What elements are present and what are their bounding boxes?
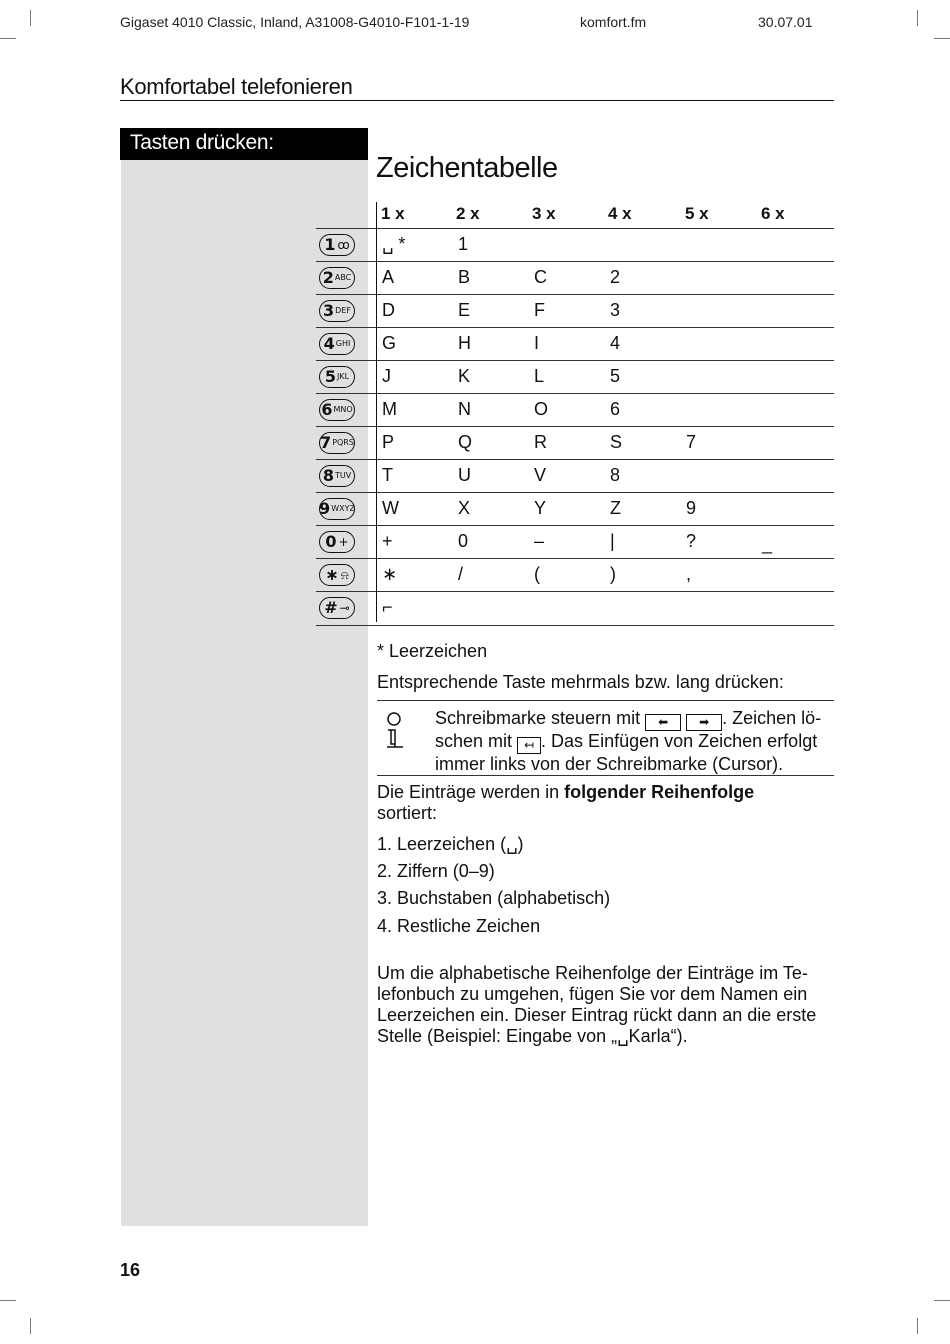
delete-key-icon: ↤	[517, 737, 541, 754]
table-row	[316, 591, 834, 626]
table-cell: 6	[610, 399, 621, 419]
crop-mark	[934, 1300, 950, 1301]
table-cell: R	[534, 432, 547, 452]
table-cell: ⌐	[382, 597, 393, 617]
column-header: 4 x	[608, 204, 632, 223]
key-digit: 1	[324, 235, 336, 254]
header-left: Gigaset 4010 Classic, Inland, A31008-G4010-F101-1-19	[120, 14, 470, 30]
table-cell: Z	[610, 498, 621, 518]
table-row	[316, 426, 834, 460]
table-cell: P	[382, 432, 395, 452]
column-header: 6 x	[761, 204, 785, 223]
keypad-key-3-icon	[319, 300, 355, 322]
info-icon	[383, 711, 405, 749]
table-cell: S	[610, 432, 623, 452]
table-cell: ␣ *	[382, 234, 406, 254]
key-digit: 7	[320, 433, 332, 452]
keypad-key-5-icon	[319, 366, 355, 388]
keypad-key-12-icon	[319, 597, 355, 619]
table-row	[316, 228, 834, 262]
sort-intro	[377, 782, 834, 824]
column-header: 3 x	[532, 204, 556, 223]
key-digit: 5	[324, 367, 337, 386]
table-cell: +	[382, 531, 393, 551]
table-cell: V	[534, 465, 547, 485]
table-cell: _	[762, 534, 773, 554]
table-cell: 8	[610, 465, 621, 485]
crop-mark	[0, 1300, 16, 1301]
table-cell: ?	[686, 531, 697, 551]
key-digit: 6	[321, 400, 333, 419]
list-item: 3. Buchstaben (alphabetisch)	[377, 888, 611, 908]
key-digit: 0	[325, 532, 337, 551]
column-header: 2 x	[456, 204, 480, 223]
table-cell: C	[534, 267, 547, 287]
table-cell: G	[382, 333, 397, 353]
left-arrow-key-icon: ⬅	[645, 714, 681, 731]
table-cell: X	[458, 498, 471, 518]
column-header: 5 x	[685, 204, 709, 223]
table-cell: M	[382, 399, 397, 419]
crop-mark	[30, 1318, 31, 1334]
key-symbol-icon: ⊸	[339, 601, 350, 615]
info-note	[377, 700, 834, 776]
table-row	[316, 492, 834, 526]
key-digit: #	[324, 598, 338, 617]
table-row	[316, 558, 834, 592]
key-symbol-icon: ⍾	[340, 568, 349, 582]
sort-intro-bold: folgender Reihenfolge	[564, 782, 755, 802]
table-header	[376, 202, 834, 228]
keypad-key-2-icon	[319, 267, 355, 289]
table-cell: T	[382, 465, 393, 485]
key-digit: 8	[322, 466, 334, 485]
key-letters: DEF	[335, 306, 351, 315]
key-letters: TUV	[334, 471, 352, 480]
closing-paragraph: Um die alphabetische Reihenfolge der Einträge im Te-lefonbuch zu umgehen, fügen Sie vor dem Namen ein Leerzeichen ein. Dieser Eintrag rückt dann an die erste Stelle (Beispiel: Eingabe von „␣Karla“).	[377, 963, 817, 1046]
key-symbol-icon: +	[338, 535, 349, 549]
list-item: 4. Restliche Zeichen	[377, 916, 541, 936]
table-cell: H	[458, 333, 471, 353]
sort-intro-part: Die Einträge werden in	[377, 782, 560, 802]
keypad-key-8-icon	[319, 465, 355, 487]
key-letters: WXYZ	[331, 504, 355, 513]
table-cell: L	[534, 366, 545, 386]
keypad-key-10-icon	[319, 531, 355, 553]
table-cell: J	[382, 366, 391, 386]
table-cell: A	[382, 267, 395, 287]
table-cell: D	[382, 300, 395, 320]
table-cell: E	[458, 300, 471, 320]
crop-mark	[0, 38, 16, 39]
table-divider	[376, 202, 377, 622]
table-cell: (	[534, 564, 540, 584]
right-arrow-key-icon: ➡	[686, 714, 722, 731]
table-row	[316, 261, 834, 295]
key-letters: PQRS	[332, 438, 354, 447]
note-text-part: Schreibmarke steuern mit	[435, 708, 641, 728]
key-symbol-icon: ꝏ	[337, 238, 350, 252]
table-cell: 3	[610, 300, 621, 320]
table-cell: 7	[686, 432, 697, 452]
table-cell: –	[534, 531, 545, 551]
table-cell: K	[458, 366, 471, 386]
table-cell: O	[534, 399, 549, 419]
list-item: 1. Leerzeichen (␣)	[377, 834, 524, 854]
table-cell: W	[382, 498, 399, 518]
table-cell: Q	[458, 432, 473, 452]
header-right: 30.07.01	[758, 14, 813, 30]
footnote: * Leerzeichen	[377, 641, 488, 661]
table-cell: F	[534, 300, 545, 320]
main-title: Zeichentabelle	[376, 152, 558, 184]
table-cell: U	[458, 465, 471, 485]
crop-mark	[934, 38, 950, 39]
table-cell: 5	[610, 366, 621, 386]
key-digit: ∗	[325, 565, 339, 584]
keypad-key-1-icon	[319, 234, 355, 256]
table-cell: 0	[458, 531, 469, 551]
key-letters: JKL	[337, 372, 350, 381]
key-digit: 3	[323, 301, 335, 320]
key-digit: 2	[322, 268, 334, 287]
table-cell: 4	[610, 333, 621, 353]
table-row	[316, 525, 834, 559]
crop-mark	[917, 10, 918, 26]
key-letters: GHI	[335, 339, 351, 348]
note-text-part: . Das Einfügen von Zeichen erfolgt immer links von der Schreibmarke (Cursor).	[435, 731, 818, 774]
table-cell: ∗	[382, 564, 398, 584]
keypad-key-6-icon	[319, 399, 355, 421]
section-divider	[120, 100, 834, 101]
table-cell: Y	[534, 498, 547, 518]
header-center: komfort.fm	[580, 14, 647, 30]
table-cell: /	[458, 564, 464, 584]
table-cell: |	[610, 531, 615, 551]
table-row	[316, 327, 834, 361]
key-digit: 4	[323, 334, 335, 353]
table-cell: N	[458, 399, 471, 419]
crop-mark	[30, 10, 31, 26]
info-note-text	[435, 708, 835, 775]
key-letters: MNO	[333, 405, 353, 414]
table-cell: I	[534, 333, 540, 353]
keypad-key-7-icon	[319, 432, 355, 454]
column-header: 1 x	[381, 204, 405, 223]
table-row	[316, 360, 834, 394]
key-letters: ABC	[334, 273, 352, 282]
list-item: 2. Ziffern (0–9)	[377, 861, 495, 881]
note-text-part: . Zeichen lö-schen mit	[435, 708, 822, 751]
table-cell: )	[610, 564, 616, 584]
keypad-key-9-icon	[319, 498, 355, 520]
table-cell: ,	[686, 564, 692, 584]
table-cell: 1	[458, 234, 469, 254]
keypad-key-11-icon	[319, 564, 355, 586]
table-cell: 2	[610, 267, 621, 287]
page-number: 16	[120, 1260, 141, 1280]
sort-intro-part: sortiert:	[377, 803, 438, 823]
table-cell: 9	[686, 498, 697, 518]
instruction-text: Entsprechende Taste mehrmals bzw. lang drücken:	[377, 672, 784, 692]
table-row	[316, 294, 834, 328]
key-digit: 9	[319, 499, 331, 518]
table-cell: B	[458, 267, 471, 287]
keypad-key-4-icon	[319, 333, 355, 355]
table-row	[316, 393, 834, 427]
sidebar-heading: Tasten drücken:	[120, 128, 368, 160]
table-row	[316, 459, 834, 493]
crop-mark	[917, 1318, 918, 1334]
section-title: Komfortabel telefonieren	[120, 74, 353, 99]
